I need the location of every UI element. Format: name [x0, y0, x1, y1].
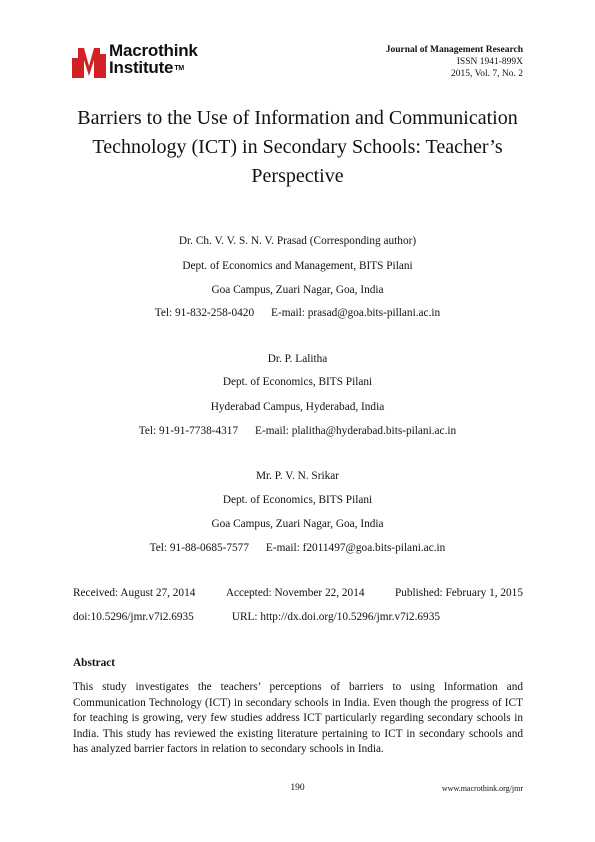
page-number: 190 [290, 783, 305, 793]
publisher-name-line2-wrap [109, 59, 198, 76]
publication-dates [73, 587, 523, 599]
author-name: Dr. Ch. V. V. S. N. V. Prasad (Corresponding author) [178, 235, 417, 247]
published-date: Published: February 1, 2015 [394, 587, 523, 599]
publisher-logo [72, 42, 232, 82]
journal-name: Journal of Management Research [385, 45, 523, 55]
author-dept: Dept. of Economics, BITS Pilani [222, 494, 373, 506]
author-email[interactable]: E-mail: f2011497@goa.bits-pilani.ac.in [265, 542, 446, 554]
abstract-heading: Abstract [73, 657, 116, 669]
author-email[interactable]: E-mail: plalitha@hyderabad.bits-pilani.ac.in [255, 425, 457, 437]
macrothink-logo-icon [72, 44, 106, 78]
author-campus: Goa Campus, Zuari Nagar, Goa, India [211, 518, 384, 530]
journal-info [386, 44, 523, 80]
publisher-name [109, 42, 198, 76]
author-dept: Dept. of Economics and Management, BITS Pilani [182, 260, 413, 272]
author-contact [0, 542, 595, 554]
author-contact [0, 425, 595, 437]
abstract-text: This study investigates the teachers’ perceptions of barriers to using Information and Communication Technology (ICT) in secondary schools in India. Even though the progress of ICT for teaching is growing, very few studies address ICT particularly regarding secondary schools in India. This study has reviewed the existing literature pertaining to ICT in secondary schools and has analyzed barrier factors in relation to secondary schools in India. [73, 681, 523, 756]
doi-line [73, 611, 440, 623]
author-email[interactable]: E-mail: prasad@goa.bits-pillani.ac.in [271, 307, 441, 319]
author-name: Dr. P. Lalitha [267, 353, 328, 365]
author-campus: Hyderabad Campus, Hyderabad, India [210, 401, 385, 413]
title-line: Perspective [251, 165, 344, 187]
author-contact [0, 307, 595, 319]
journal-volume: 2015, Vol. 7, No. 2 [451, 69, 523, 79]
doi: doi:10.5296/jmr.v7i2.6935 [73, 611, 194, 623]
author-dept: Dept. of Economics, BITS Pilani [222, 376, 373, 388]
title-line: Barriers to the Use of Information and Communication [77, 107, 518, 129]
trademark-mark: TM [174, 65, 185, 72]
author-campus: Goa Campus, Zuari Nagar, Goa, India [211, 284, 384, 296]
received-date: Received: August 27, 2014 [73, 587, 196, 599]
author-name: Mr. P. V. N. Srikar [255, 470, 340, 482]
journal-issn: ISSN 1941-899X [456, 57, 523, 67]
author-tel: Tel: 91-832-258-0420 [154, 307, 255, 319]
accepted-date: Accepted: November 22, 2014 [225, 587, 365, 599]
publisher-name-line2: Institute [109, 58, 174, 77]
doi-url-link[interactable]: URL: http://dx.doi.org/10.5296/jmr.v7i2.6935 [231, 611, 440, 623]
author-tel: Tel: 91-88-0685-7577 [149, 542, 249, 554]
website-link[interactable]: www.macrothink.org/jmr [441, 784, 523, 793]
author-tel: Tel: 91-91-7738-4317 [138, 425, 239, 437]
title-line: Technology (ICT) in Secondary Schools: Teacher’s [92, 136, 503, 158]
paper-title [60, 104, 535, 191]
publisher-name-line1: Macrothink [109, 41, 198, 60]
